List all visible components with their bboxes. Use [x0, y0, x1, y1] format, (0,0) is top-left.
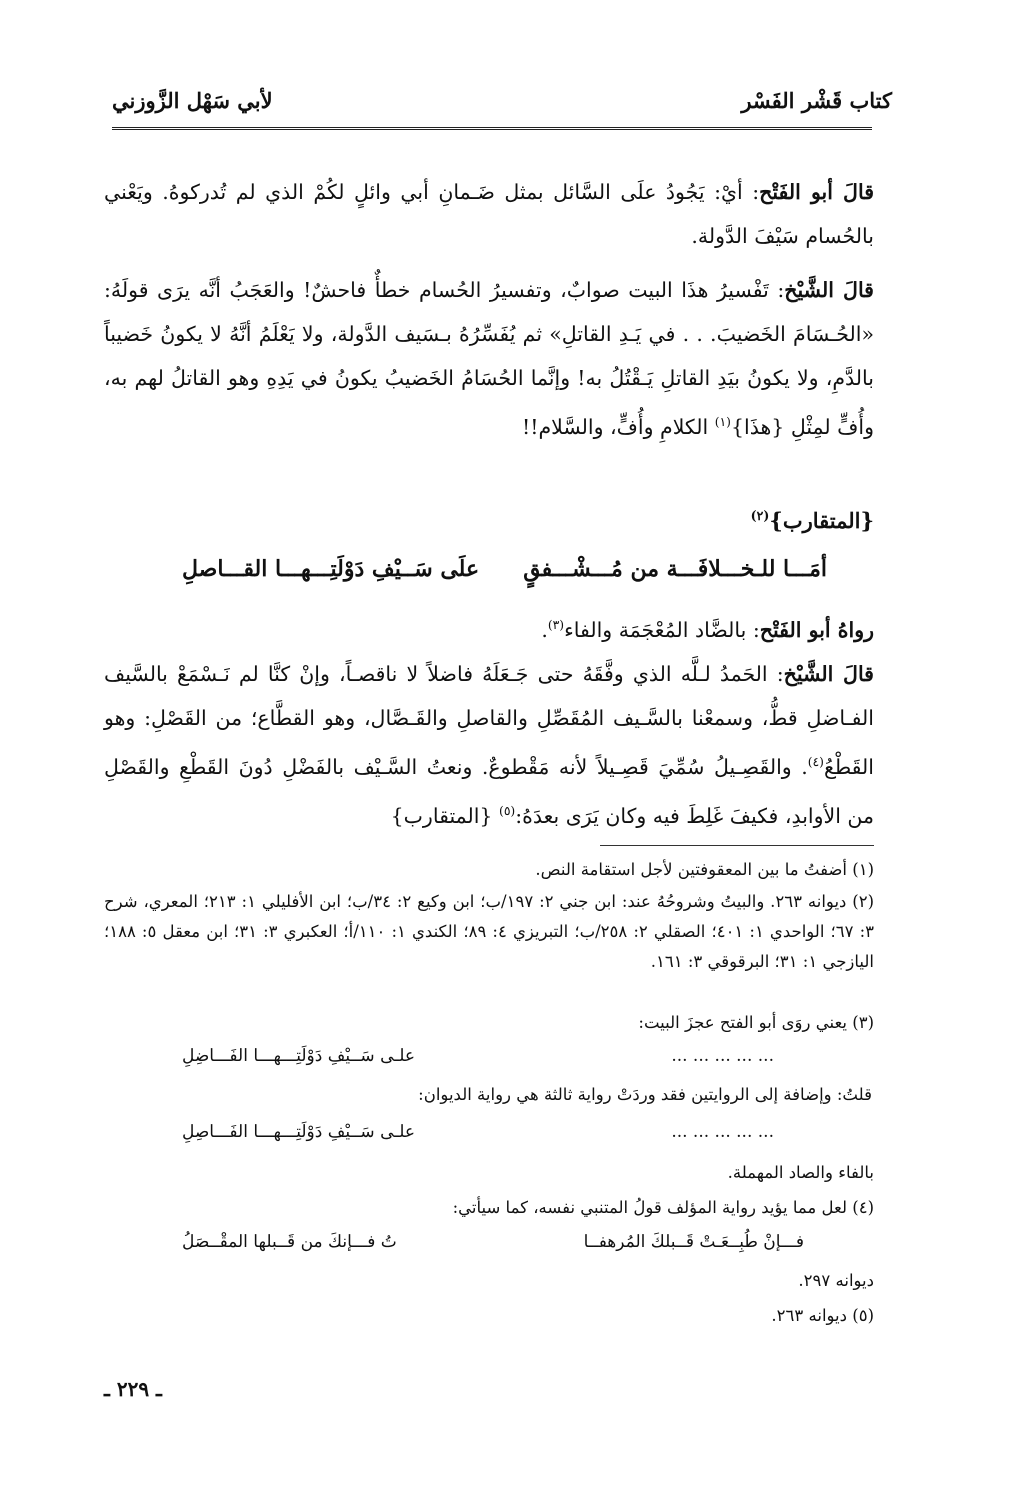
footnote-4: (٤) لعل مما يؤيد رواية المؤلف قولُ المتنبي نفسه، كما سيأتي:: [452, 1198, 874, 1217]
paragraph-1: [104, 170, 874, 258]
speaker-label: قالَ الشَّيْخ: [783, 662, 874, 686]
verse-second-hemistich: علَى سَــيْفِ دَوْلَتِـــهـــا القـــاصلِ: [182, 556, 480, 582]
meter-text: {المتقارب}: [769, 508, 874, 533]
speaker-label: رواهُ أبو الفَتْح: [759, 617, 874, 642]
footnote-4-source: ديوانه ٢٩٧.: [798, 1271, 874, 1290]
footnote-4-verse-right: فـــإنْ طُبِــعَـتْ قَــبلكَ المُرهفــا: [583, 1232, 804, 1252]
footnote-ref: (٤): [807, 755, 824, 769]
speaker-label: قالَ الشَّيْخ: [784, 278, 874, 302]
speaker-label: قالَ أبو الفَتْح: [759, 180, 874, 204]
footnote-verse-1: علـى سَــيْفِ دَوْلَتِـــهـــا الفَـــاضِلِ: [182, 1046, 415, 1066]
footnote-ref: (٣): [547, 618, 565, 632]
paragraph-text-tail: .: [541, 617, 548, 642]
footnote-verse-dots: ... ... ... ... ...: [671, 1122, 774, 1142]
footnote-verse-2: علـى سَــيْفِ دَوْلَتِـــهـــا الفَـــاصِلِ: [182, 1122, 415, 1142]
paragraph-text-tail: {المتقارب}: [390, 803, 499, 828]
footnote-ref: (٢): [750, 508, 770, 523]
paragraph-text: : بالضَّاد المُعْجَمَة والفاء: [564, 617, 760, 642]
paragraph-4: [104, 652, 874, 838]
footnote-2: (٢) ديوانه ٢٦٣. والبيتُ وشروحُهُ عند: ابن جني ٢: ١٩٧/ب؛ ابن وكيع ٢: ٣٤/ب؛ ابن الأفليلي ١: ٢١٣؛ المعري، شرح ٣: ٦٧؛ الواحدي ١: ٤٠١؛ الصقلي ٢: ٢٥٨/ب؛ التبريزي ٤: ٨٩؛ الكندي ١: ١١٠/أ؛ العكبري ٣: ٣١؛ ابن معقل ٥: ١٨٨؛ اليازجي ١: ٣١؛ البرقوقي ٣: ١٦١.: [104, 892, 875, 971]
footnote-ref: (٥): [499, 803, 516, 818]
footnote-1: (١) أضفتُ ما بين المعقوفتين لأجل استقامة النص.: [535, 860, 874, 879]
footnote-3-tail: بالفاء والصاد المهملة.: [727, 1163, 874, 1182]
footnote-5: (٥) ديوانه ٢٦٣.: [771, 1306, 874, 1325]
running-header-author: لأبي سَهْل الزَّوزني: [112, 88, 273, 113]
page-number: ـ ٢٢٩ ـ: [104, 1377, 162, 1401]
footnote-3: (٣) يعني روَى أبو الفتح عجزَ البيت:: [638, 1013, 874, 1032]
footnote-rule: [600, 845, 874, 846]
paragraph-text: : تَفْسيرُ هذَا البيت صوابٌ، وتفسيرُ الحُسام خطأٌ فاحشٌ! والعَجَبُ أنَّه يرَى قولَهُ: «الحُـسَامَ الخَضيبَ. . . في يَـدِ القاتلِ» ثم يُفَسِّرُهُ بـسَيف الدَّولة، ولا يَعْلَمُ أنَّهُ لا يكونُ خَضيباً بالدَّمِ، ولا يكونُ بيَدِ القاتلِ يَـقْتُلُ به! وإنَّما الحُسَامُ الخَضيبُ يكونُ في يَدِهِ وهو القاتلُ لهم به، وأُفٍّ لمِثْلِ {هذَا}: [104, 278, 874, 439]
paragraph-3: [104, 603, 874, 652]
footnote-3-note: قلتُ: وإضافة إلى الروايتين فقد وردَتْ رواية ثالثة هي رواية الديوان:: [418, 1085, 872, 1104]
header-rule: [112, 127, 872, 130]
footnote-verse-dots: ... ... ... ... ...: [671, 1046, 774, 1066]
paragraph-text-tail: الكلامِ وأُفٍّ، والسَّلام!!: [521, 414, 715, 439]
footnote-ref: (١): [714, 415, 731, 429]
running-header-title: كتاب قَشْر الفَسْر: [741, 88, 892, 113]
paragraph-2: [104, 268, 874, 449]
paragraph-text-cont: . والقَصِـيلُ سُمِّيَ قَصِـيلاً لأنه مَقْطوعٌ. ونعتُ السَّـيْف بالفَضْلِ دُونَ القَطْعِ والقَصْلِ من الأوابدِ، فكيفَ غَلِطَ فيه وكان يَرَى بعدَهُ:: [104, 754, 874, 828]
verse-first-hemistich: أمَـــا للـخـــلافَـــة من مُـــشْـــفقٍ: [523, 556, 827, 582]
paragraph-text: : أيْ: يَجُودُ علَى السَّائل بمثل ضَـمانِ أبي وائلٍ لكُمْ الذي لم تُدركوهُ. ويَعْني بالحُسام سَيْفَ الدَّولة.: [104, 180, 874, 248]
footnote-4-verse-left: تُ فـــإنكَ من قَــبلها المقْــصَلُ: [182, 1232, 397, 1252]
paragraph-text: : الحَمدُ لـلَّه الذي وفَّقَهُ حتى جَـعَلَهُ فاضلاً لا ناقصـاً، وإنْ كنَّا لم نَـسْمَعْ بالسَّيف الفـاضلِ قطُّ، وسمعْنا بالسَّـيف المُقَصِّلِ والقاصلِ والقَـصَّال، وهو القطَّاع؛ من القَصْلِ: وهو القَطْعُ: [104, 662, 874, 779]
meter-label: [751, 508, 874, 533]
